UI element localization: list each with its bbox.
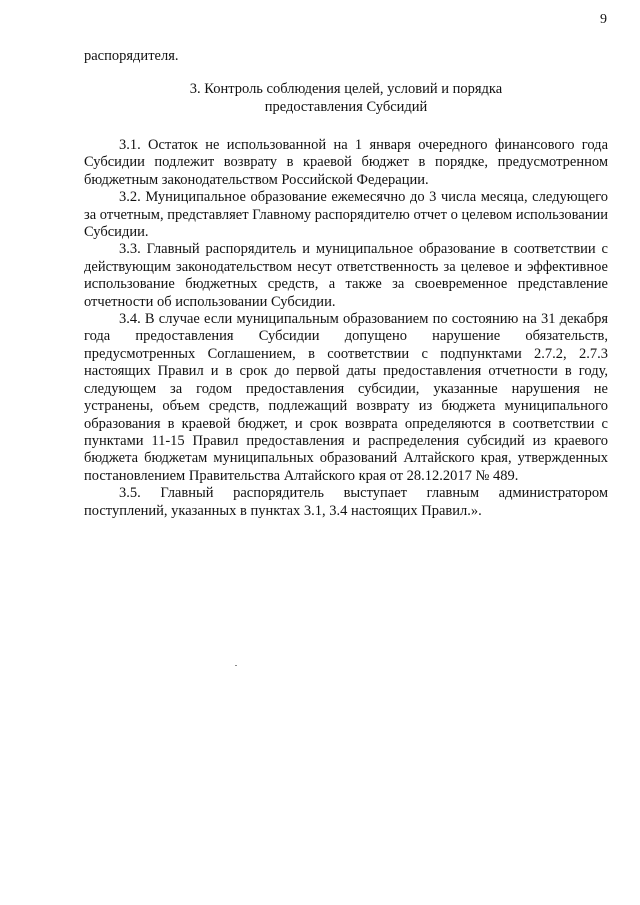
- paragraph-3-1: 3.1. Остаток не использованной на 1 января очередного финансового года Субсидии подлежит возврату в краевой бюджет в порядке, предусмотренном бюджетным законодательством Российской Федерации.: [84, 137, 608, 188]
- paragraph-3-3: 3.3. Главный распорядитель и муниципальное образование в соответствии с действующим законодательством несут ответственность за целевое и эффективное использование бюджетных средств, а также за своевременное представление отчетности об использовании Субсидии.: [84, 241, 608, 310]
- paragraph-3-5: 3.5. Главный распорядитель выступает главным администратором поступлений, указанных в пунктах 3.1, 3.4 настоящих Правил.».: [84, 485, 608, 519]
- page-number: 9: [600, 12, 607, 27]
- paragraph-3-4: 3.4. В случае если муниципальным образованием по состоянию на 31 декабря года предоставления Субсидии допущено нарушение обязательств, предусмотренных Соглашением, в соответствии с подпунктами 2.7.2, 2.7.3 настоящих Правил и в срок до первой даты предоставления отчетности в году, следующем за годом предоставления субсидии, указанные нарушения не устранены, объем средств, подлежащий возврату из бюджета муниципального образования в краевой бюджет, и срок возврата определяются в соответствии с пунктами 11-15 Правил предоставления и распределения субсидий из краевого бюджета бюджетам муниципальных образований Алтайского края, утвержденных постановлением Правительства Алтайского края от 28.12.2017 № 489.: [84, 311, 608, 484]
- section-title-line-1: 3. Контроль соблюдения целей, условий и порядка: [189, 81, 503, 97]
- lead-text: распорядителя.: [84, 48, 179, 64]
- section-title-line-2: предоставления Субсидий: [264, 99, 428, 115]
- paragraph-3-2: 3.2. Муниципальное образование ежемесячно до 3 числа месяца, следующего за отчетным, представляет Главному распорядителю отчет о целевом использовании Субсидии.: [84, 189, 608, 241]
- section-title: [84, 80, 608, 116]
- section-body: [84, 137, 608, 520]
- scan-speck: [235, 665, 237, 666]
